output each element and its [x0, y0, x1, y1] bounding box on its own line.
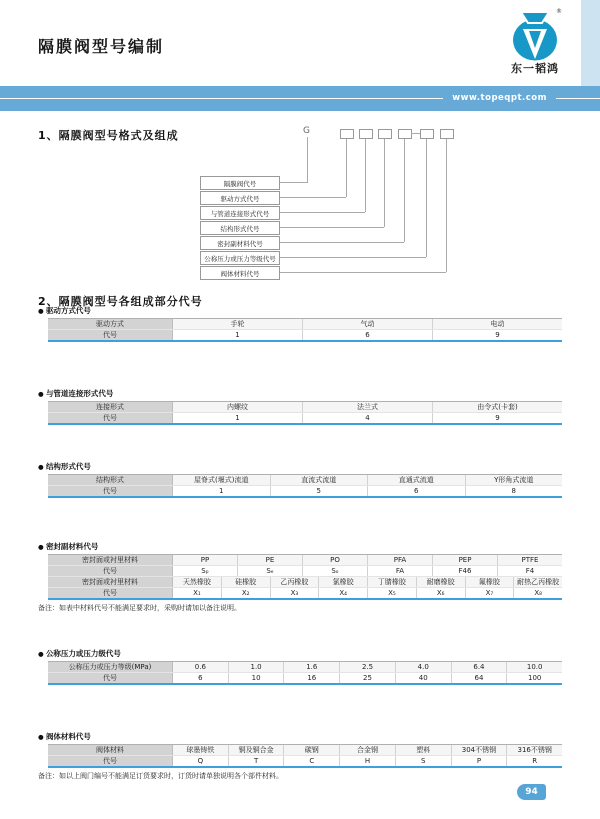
field-label-drive-mode: 驱动方式代号	[200, 191, 280, 205]
value-cell: 10	[229, 673, 285, 683]
value-cell: PP	[173, 555, 238, 565]
value-cell: 1.0	[229, 662, 285, 672]
value-cell: 法兰式	[303, 402, 433, 412]
connector-line	[307, 137, 308, 182]
connector-line	[280, 257, 426, 258]
field-label-seal-material: 密封副材料代号	[200, 236, 280, 250]
value-cell: Sₚ	[173, 566, 238, 576]
value-cell: 64	[452, 673, 508, 683]
drive-mode-bullet: ● 驱动方式代号	[38, 305, 562, 316]
value-cell: X₁	[173, 588, 222, 598]
banner	[0, 86, 600, 111]
connector-line	[404, 139, 405, 242]
value-cell: 塑料	[396, 745, 452, 755]
value-cell: F4	[498, 566, 562, 576]
model-code-diagram	[0, 125, 600, 295]
value-cell: 2.5	[340, 662, 396, 672]
connector-line	[426, 139, 427, 257]
row-header-cell: 阀体材料	[48, 745, 173, 755]
seal-material-bullet: ● 密封副材料代号	[38, 541, 562, 552]
connector-line	[365, 139, 366, 212]
code-box-6	[440, 129, 454, 139]
value-cell: X₇	[466, 588, 515, 598]
value-cell: 6	[303, 330, 433, 340]
value-cell: R	[507, 756, 562, 766]
code-box-2	[359, 129, 373, 139]
row-header-cell: 代号	[48, 330, 173, 340]
model-prefix-letter: G	[303, 126, 310, 136]
table-row	[48, 319, 562, 330]
value-cell: 内螺纹	[173, 402, 303, 412]
row-header-cell: 代号	[48, 486, 173, 496]
table-row	[48, 555, 562, 566]
value-cell: 电动	[433, 319, 562, 329]
value-cell: 40	[396, 673, 452, 683]
value-cell: 16	[284, 673, 340, 683]
value-cell: 9	[433, 330, 562, 340]
row-header-cell: 连接形式	[48, 402, 173, 412]
field-label-body-material: 阀体材料代号	[200, 266, 280, 280]
table-row	[48, 330, 562, 340]
value-cell: PE	[238, 555, 303, 565]
table-row	[48, 756, 562, 766]
value-cell: 1	[173, 413, 303, 423]
value-cell: PTFE	[498, 555, 562, 565]
value-cell: Q	[173, 756, 229, 766]
brand-logo	[500, 6, 570, 80]
pressure-rating-block	[38, 648, 562, 685]
value-cell: 25	[340, 673, 396, 683]
row-header-cell: 代号	[48, 673, 173, 683]
brand-name: 东一韬鸿	[511, 62, 559, 75]
value-cell: 4	[303, 413, 433, 423]
value-cell: 耐热乙丙橡胶	[514, 577, 562, 587]
seal-material-table	[48, 554, 562, 600]
value-cell: PEP	[433, 555, 498, 565]
table-row	[48, 475, 562, 486]
value-cell: 100	[507, 673, 562, 683]
body-material-table	[48, 744, 562, 768]
value-cell: 8	[466, 486, 563, 496]
connector-line	[280, 272, 446, 273]
table-row	[48, 402, 562, 413]
drive-mode-table	[48, 318, 562, 342]
value-cell: 6.4	[452, 662, 508, 672]
structure-form-table	[48, 474, 562, 498]
value-cell: 耐磨橡胶	[417, 577, 466, 587]
value-cell: PFA	[368, 555, 433, 565]
value-cell: 手轮	[173, 319, 303, 329]
pipe-connection-bullet: ● 与管道连接形式代号	[38, 388, 562, 399]
value-cell: 氟橡胶	[466, 577, 515, 587]
page-number-badge: 94	[517, 784, 546, 800]
value-cell: 6	[368, 486, 466, 496]
pressure-rating-table	[48, 661, 562, 685]
row-header-cell: 密封面或衬里材料	[48, 577, 173, 587]
table-row	[48, 566, 562, 577]
connector-line	[280, 212, 365, 213]
seal-material-note: 备注：如表中材料代号不能满足要求时，采购时请加以备注说明。	[38, 604, 241, 612]
value-cell: X₅	[368, 588, 417, 598]
value-cell: 乙丙橡胶	[271, 577, 320, 587]
structure-form-bullet: ● 结构形式代号	[38, 461, 562, 472]
table-row	[48, 577, 562, 588]
value-cell: 碳钢	[284, 745, 340, 755]
code-box-1	[340, 129, 354, 139]
value-cell: S	[396, 756, 452, 766]
value-cell: 10.0	[507, 662, 562, 672]
value-cell: 1	[173, 486, 271, 496]
pipe-connection-table	[48, 401, 562, 425]
value-cell: F46	[433, 566, 498, 576]
value-cell: 4.0	[396, 662, 452, 672]
pipe-connection-block	[38, 388, 562, 425]
value-cell: 由令式(卡套)	[433, 402, 562, 412]
value-cell: Y形角式流道	[466, 475, 563, 485]
value-cell: X₃	[271, 588, 320, 598]
value-cell: PO	[303, 555, 368, 565]
value-cell: X₂	[222, 588, 271, 598]
row-header-cell: 驱动方式	[48, 319, 173, 329]
table-row	[48, 673, 562, 683]
code-box-5	[420, 129, 434, 139]
section1-heading: 1、隔膜阀型号格式及组成	[38, 129, 179, 142]
connector-line	[280, 242, 404, 243]
value-cell: C	[284, 756, 340, 766]
code-box-dash	[411, 133, 420, 134]
table-row	[48, 588, 562, 598]
drive-mode-block	[38, 305, 562, 342]
registered-trademark-icon: ®	[556, 8, 562, 15]
table-row	[48, 486, 562, 496]
value-cell: 合金钢	[340, 745, 396, 755]
table-row	[48, 662, 562, 673]
seal-material-block	[38, 541, 562, 613]
value-cell: X₈	[514, 588, 562, 598]
field-label-pressure-rating: 公称压力或压力等级代号	[200, 251, 280, 265]
connector-line	[446, 139, 447, 272]
value-cell: 硅橡胶	[222, 577, 271, 587]
value-cell: X₄	[319, 588, 368, 598]
connector-line	[384, 139, 385, 227]
value-cell: Sₒ	[303, 566, 368, 576]
field-label-structure-form: 结构形式代号	[200, 221, 280, 235]
table-row	[48, 745, 562, 756]
page-title: 隔膜阀型号编制	[38, 37, 165, 56]
value-cell: 1	[173, 330, 303, 340]
body-material-note: 备注：如以上阀门编号不能满足订货要求时，订货时请单独说明各个部件材料。	[38, 772, 283, 780]
value-cell: 铜及铜合金	[229, 745, 285, 755]
value-cell: 304不锈钢	[452, 745, 508, 755]
table-row	[48, 413, 562, 423]
pressure-rating-bullet: ● 公称压力或压力级代号	[38, 648, 562, 659]
value-cell: X₆	[417, 588, 466, 598]
value-cell: 天然橡胶	[173, 577, 222, 587]
value-cell: 6	[173, 673, 229, 683]
field-label-valve-code: 隔膜阀代号	[200, 176, 280, 190]
value-cell: 气动	[303, 319, 433, 329]
value-cell: 0.6	[173, 662, 229, 672]
connector-line	[346, 139, 347, 197]
value-cell: T	[229, 756, 285, 766]
row-header-cell: 代号	[48, 413, 173, 423]
code-box-3	[378, 129, 392, 139]
field-label-pipe-connection: 与管道连接形式代号	[200, 206, 280, 220]
code-box-4	[398, 129, 412, 139]
connector-line	[280, 197, 346, 198]
row-header-cell: 代号	[48, 756, 173, 766]
value-cell: FA	[368, 566, 433, 576]
row-header-cell: 密封面或衬里材料	[48, 555, 173, 565]
row-header-cell: 公称压力或压力等级(MPa)	[48, 662, 173, 672]
value-cell: 直通式流道	[368, 475, 466, 485]
connector-line	[280, 227, 384, 228]
structure-form-block	[38, 461, 562, 498]
section2-heading: 2、隔膜阀型号各组成部分代号	[38, 295, 203, 308]
value-cell: 丁腈橡胶	[368, 577, 417, 587]
row-header-cell: 结构形式	[48, 475, 173, 485]
row-header-cell: 代号	[48, 588, 173, 598]
value-cell: 屋脊式(堰式)流道	[173, 475, 271, 485]
value-cell: 球墨铸铁	[173, 745, 229, 755]
brand-logo-icon	[509, 6, 561, 62]
value-cell: 9	[433, 413, 562, 423]
value-cell: 1.6	[284, 662, 340, 672]
body-material-bullet: ● 阀体材料代号	[38, 731, 562, 742]
value-cell: Sₑ	[238, 566, 303, 576]
row-header-cell: 代号	[48, 566, 173, 576]
corner-accent-strip	[581, 0, 600, 86]
value-cell: P	[452, 756, 508, 766]
website-url: www.topeqpt.com	[443, 86, 556, 111]
value-cell: 氯橡胶	[319, 577, 368, 587]
value-cell: 5	[271, 486, 369, 496]
value-cell: H	[340, 756, 396, 766]
connector-line	[280, 182, 308, 183]
value-cell: 316不锈钢	[507, 745, 562, 755]
value-cell: 直流式流道	[271, 475, 369, 485]
body-material-block	[38, 731, 562, 781]
